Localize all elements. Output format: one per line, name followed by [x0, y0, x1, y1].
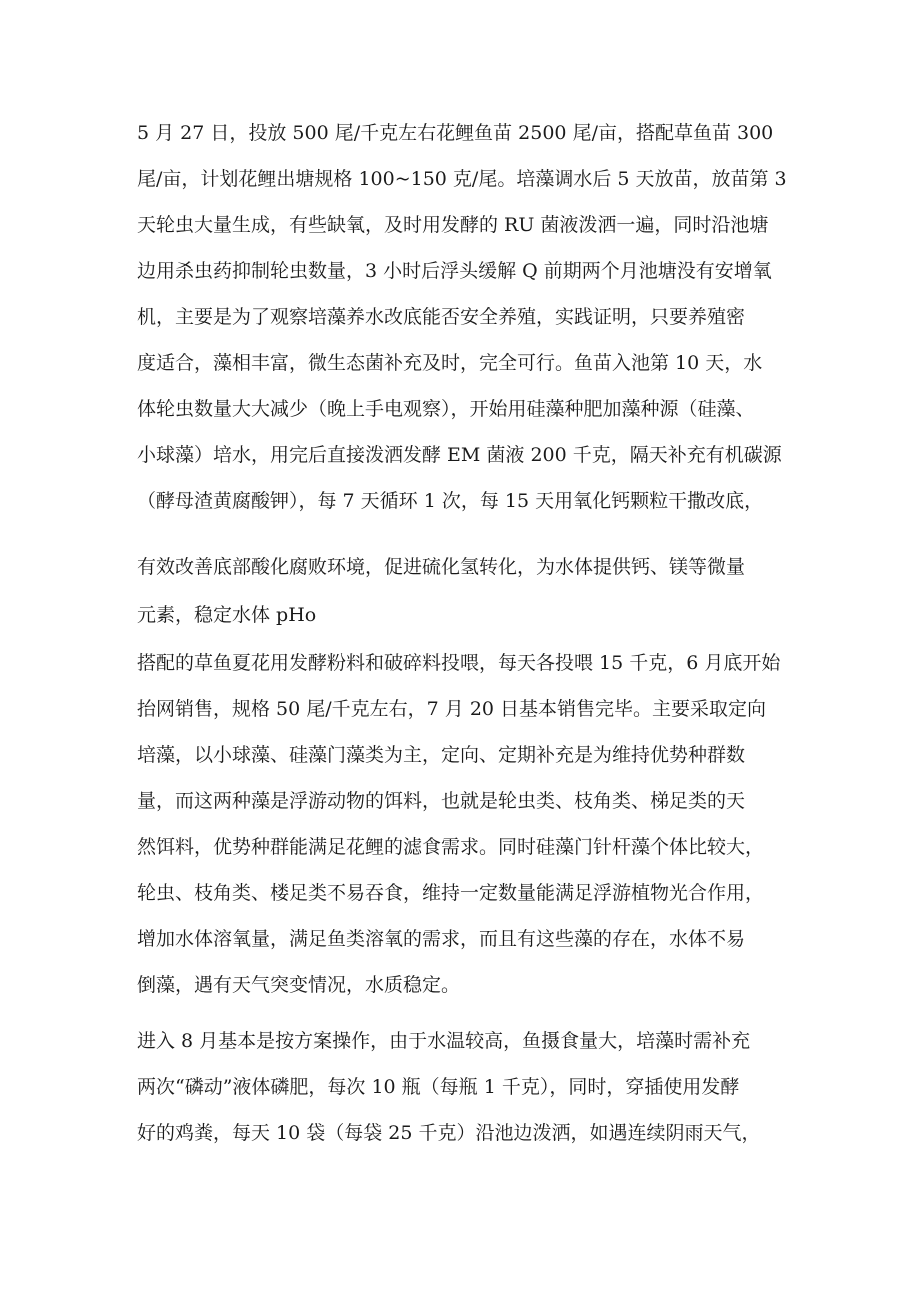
paragraph-line: （酵母渣黄腐酸钾），每 7 天循环 1 次，每 15 天用氧化钙颗粒干撒改底， [137, 490, 764, 512]
paragraph-line: 体轮虫数量大大减少（晚上手电观察），开始用硅藻种肥加藻种源（硅藻、 [137, 398, 755, 420]
paragraph-line: 抬网销售，规格 50 尾/千克左右，7 月 20 日基本销售完毕。主要采取定向 [137, 698, 767, 720]
paragraph-line: 边用杀虫药抑制轮虫数量，3 小时后浮头缓解 Q 前期两个月池塘没有安增氧 [137, 260, 772, 282]
paragraph-line: 两次“磷动”液体磷肥，每次 10 瓶（每瓶 1 千克），同时，穿插使用发酵 [137, 1076, 740, 1098]
paragraph-line: 机，主要是为了观察培藻养水改底能否安全养殖，实践证明，只要养殖密 [137, 306, 746, 328]
paragraph-line: 度适合，藻相丰富，微生态菌补充及时，完全可行。鱼苗入池第 10 天，水 [137, 352, 763, 374]
paragraph-line: 小球藻）培水，用完后直接泼洒发酵 EM 菌液 200 千克，隔天补充有机碳源 [137, 444, 782, 466]
paragraph-line: 天轮虫大量生成，有些缺氧，及时用发酵的 RU 菌液泼洒一遍，同时沿池塘 [137, 214, 769, 236]
paragraph-line: 进入 8 月基本是按方案操作，由于水温较高，鱼摄食量大，培藻时需补充 [137, 1030, 751, 1052]
paragraph-line: 量，而这两种藻是浮游动物的饵料，也就是轮虫类、枝角类、梯足类的天 [137, 790, 746, 812]
paragraph-line: 元素，稳定水体 pHo [137, 604, 317, 626]
paragraph-line: 尾/亩，计划花鲤出塘规格 100~150 克/尾。培藻调水后 5 天放苗，放苗第 3 [137, 168, 787, 190]
paragraph-line: 倒藻，遇有天气突变情况，水质稳定。 [137, 974, 461, 996]
paragraph-line: 好的鸡粪，每天 10 袋（每袋 25 千克）沿池边泼洒，如遇连续阴雨天气， [137, 1122, 761, 1144]
paragraph-line: 增加水体溶氧量，满足鱼类溶氧的需求，而且有这些藻的存在，水体不易 [137, 928, 746, 950]
paragraph-line: 有效改善底部酸化腐败环境，促进硫化氢转化，为水体提供钙、镁等微量 [137, 556, 746, 578]
paragraph-line: 5 月 27 日，投放 500 尾/千克左右花鲤鱼苗 2500 尾/亩，搭配草鱼苗 300 [137, 122, 774, 144]
paragraph-line: 搭配的草鱼夏花用发酵粉料和破碎料投喂，每天各投喂 15 千克，6 月底开始 [137, 652, 781, 674]
paragraph-line: 培藻，以小球藻、硅藻门藻类为主，定向、定期补充是为维持优势种群数 [137, 744, 746, 766]
paragraph-line: 然饵料，优势种群能满足花鲤的滤食需求。同时硅藻门针杆藻个体比较大， [137, 836, 765, 858]
paragraph-line: 轮虫、枝角类、楼足类不易吞食，维持一定数量能满足浮游植物光合作用， [137, 882, 765, 904]
